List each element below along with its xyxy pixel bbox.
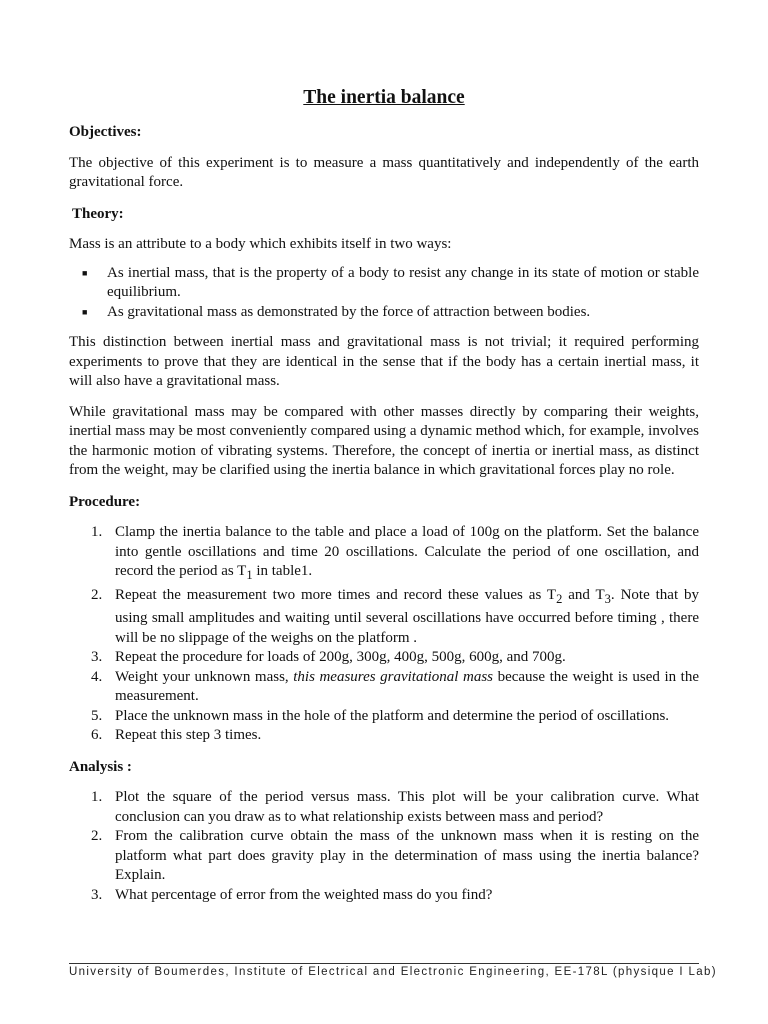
item-text: What percentage of error from the weighted mass do you find?	[115, 886, 493, 903]
analysis-item	[69, 827, 699, 886]
procedure-heading: Procedure:	[69, 493, 141, 510]
document-body	[69, 123, 699, 905]
analysis-list	[69, 788, 699, 905]
item-number: 3.	[91, 886, 103, 903]
step-text: Place the unknown mass in the hole of the platform and determine the period of oscillations.	[115, 707, 670, 724]
step-number: 5.	[91, 707, 103, 724]
theory-intro: Mass is an attribute to a body which exhibits itself in two ways:	[69, 236, 452, 252]
list-item	[69, 303, 699, 323]
step-text: Clamp the inertia balance to the table and place a load of 100g on the platform. Set the balance into gentle oscillations and time 20 oscillations. Calculate the period of one oscillation, and record the period as $T_1$ in table1.	[115, 524, 699, 582]
step-text: Repeat the procedure for loads of 200g, 300g, 400g, 500g, 600g, and 700g.	[115, 649, 566, 665]
page-footer: University of Boumerdes, Institute of Electrical and Electronic Engineering, EE-178L (physique I Lab)	[69, 966, 717, 978]
bullet-marker: ■	[82, 306, 88, 317]
item-text: From the calibration curve obtain the mass of the unknown mass when it is resting on the platform what part does gravity play in the determination of mass using the inertia balance? Explain.	[115, 828, 699, 883]
analysis-item	[69, 886, 699, 906]
footer-divider	[69, 963, 699, 964]
procedure-step	[69, 648, 699, 668]
procedure-step	[69, 726, 699, 746]
procedure-step	[69, 586, 699, 649]
theory-paragraph: While gravitational mass may be compared with other masses directly by comparing their weights, inertial mass may be most conveniently compared using a dynamic method which, for example, involves the harmonic motion of vibrating systems. Therefore, the concept of inertia or inertial mass, as distinct from the weight, may be clarified using the inertia balance in which gravitational forces play no role.	[69, 403, 699, 478]
theory-paragraph: This distinction between inertial mass and gravitational mass is not trivial; it required performing experiments to prove that they are identical in the sense that if the body has a certain inertial mass, it will also have a gravitational mass.	[69, 334, 699, 389]
theory-bullet-list	[69, 264, 699, 323]
step-number: 1.	[91, 524, 103, 540]
bullet-marker: ■	[82, 267, 88, 278]
bullet-text: As gravitational mass as demonstrated by the force of attraction between bodies.	[107, 303, 591, 320]
analysis-item	[69, 788, 699, 827]
procedure-step	[69, 523, 699, 586]
step-number: 6.	[91, 727, 103, 743]
objectives-text: The objective of this experiment is to measure a mass quantitatively and independently of the earth gravitational force.	[69, 154, 699, 190]
step-text: Repeat this step 3 times.	[115, 727, 262, 743]
step-text: Weight your unknown mass, this measures gravitational mass because the weight is used in the measurement.	[115, 668, 699, 704]
step-text: Repeat the measurement two more times and record these values as $T_2$ and $T_3$. Note that by using small amplitudes and waiting until several oscillations have occurred before timing , there will be no slippage of the weighs on the platform .	[115, 586, 699, 646]
procedure-step	[69, 668, 699, 707]
item-number: 1.	[91, 789, 103, 805]
theory-heading: Theory:	[72, 205, 124, 222]
objectives-heading: Objectives:	[69, 124, 142, 140]
item-number: 2.	[91, 828, 103, 844]
document-title: The inertia balance	[303, 87, 465, 108]
step-number: 3.	[91, 649, 103, 665]
list-item	[69, 264, 699, 303]
step-number: 4.	[91, 668, 103, 685]
procedure-step	[69, 707, 699, 727]
bullet-text: As inertial mass, that is the property of a body to resist any change in its state of motion or stable equilibrium.	[107, 264, 699, 300]
procedure-list	[69, 523, 699, 746]
item-text: Plot the square of the period versus mass. This plot will be your calibration curve. What conclusion can you draw as to what relationship exists between mass and period?	[115, 789, 699, 825]
analysis-heading: Analysis :	[69, 758, 132, 775]
step-number: 2.	[91, 586, 103, 603]
